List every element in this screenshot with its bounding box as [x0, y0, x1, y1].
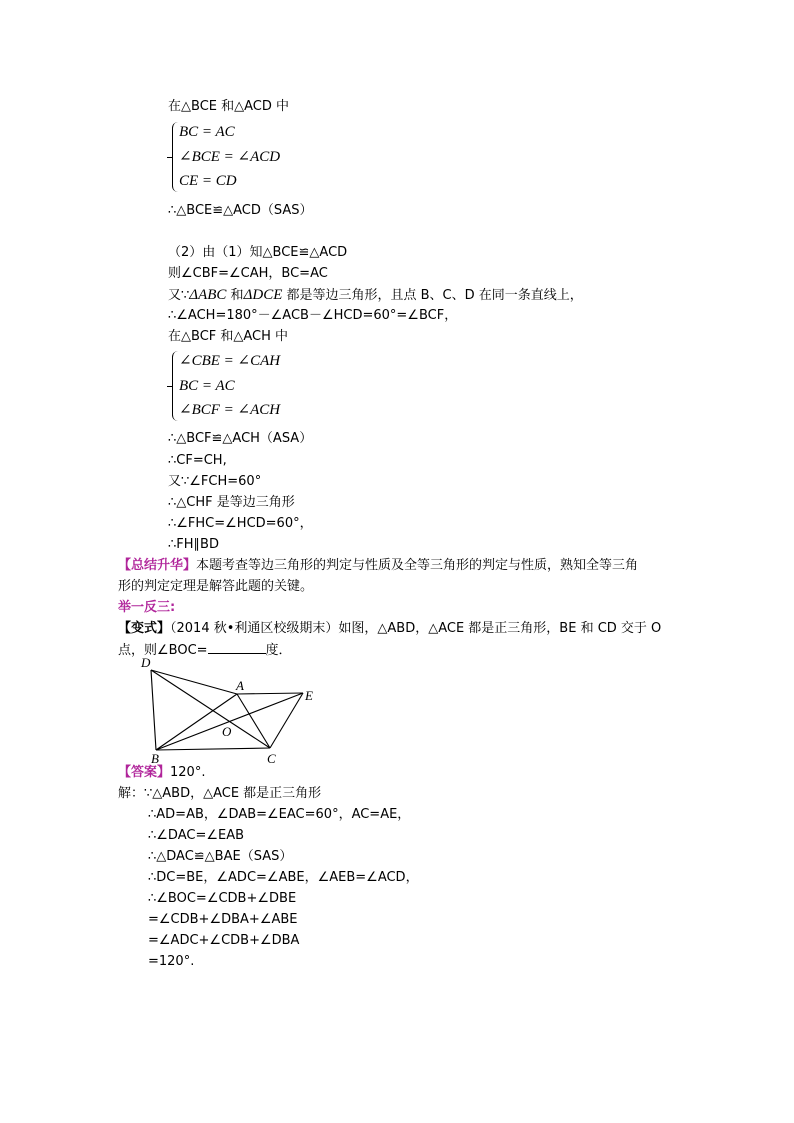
solution-line5: ∴∠BOC=∠CDB+∠DBE	[148, 891, 297, 906]
part1-eq1: BC = AC	[179, 124, 235, 140]
segment-ae	[237, 693, 303, 694]
triangle-dce: ΔDCE	[243, 287, 283, 303]
label-o: O	[222, 724, 232, 739]
answer-label: 【答案】	[118, 765, 171, 780]
practice-q2b: 度．	[265, 643, 292, 658]
practice-question-line1	[118, 620, 661, 638]
solution-line3: ∴△DAC≌△BAE（SAS）	[148, 849, 293, 864]
label-c: C	[267, 751, 276, 766]
practice-heading: 举一反三:	[118, 600, 176, 615]
part2-line1: （2）由（1）知△BCE≌△ACD	[168, 245, 348, 260]
answer-blank	[208, 641, 266, 654]
part2-eq1: ∠CBE = ∠CAH	[179, 353, 281, 369]
variant-label: 【变式】	[118, 621, 171, 636]
part2-line3-a: 又∵	[168, 288, 190, 303]
answer-line	[118, 764, 205, 782]
brace-1	[172, 122, 178, 192]
part2-eq2: BC = AC	[179, 378, 235, 394]
segment-dc	[151, 670, 270, 748]
segment-be	[156, 693, 303, 750]
segment-ec	[270, 693, 303, 748]
part2-c2: ∴CF=CH,	[168, 453, 227, 468]
label-b: B	[151, 751, 159, 766]
part2-line3-c: 都是等边三角形，且点 B、C、D 在同一条直线上，	[282, 288, 583, 303]
summary-line1	[118, 557, 638, 575]
segment-bc	[156, 748, 270, 750]
part2-c1: ∴△BCF≌△ACH（ASA）	[168, 431, 313, 446]
part1-eq2: ∠BCE = ∠ACD	[179, 149, 281, 165]
part2-line3	[168, 286, 583, 305]
solution-line7: =∠ADC+∠CDB+∠DBA	[148, 933, 300, 948]
segment-ab	[156, 694, 237, 750]
brace-2	[172, 351, 178, 421]
part1-eq3: CE = CD	[179, 173, 237, 189]
part2-c4: ∴△CHF 是等边三角形	[168, 495, 295, 510]
part2-eq3: ∠BCF = ∠ACH	[179, 402, 281, 418]
practice-q1: （2014 秋•利通区校级期末）如图，△ABD，△ACE 都是正三角形，BE 和 CD 交于 O	[170, 621, 662, 636]
solution-line2: ∴∠DAC=∠EAB	[148, 828, 245, 843]
label-a: A	[236, 678, 244, 693]
segment-db	[151, 670, 156, 750]
summary-text2: 形的判定定理是解答此题的关键。	[118, 579, 314, 594]
part2-c3: 又∵∠FCH=60°	[168, 474, 262, 489]
label-e: E	[305, 688, 313, 703]
practice-q2a: 点，则∠BOC=	[118, 643, 208, 658]
label-d: D	[141, 655, 151, 670]
part2-line3-b: 和	[226, 288, 244, 303]
part2-line4: ∴∠ACH=180°－∠ACB－∠HCD=60°=∠BCF，	[168, 308, 458, 323]
answer-value: 120°.	[170, 765, 206, 780]
segment-da	[151, 670, 237, 694]
segment-ac	[237, 694, 270, 748]
part2-c6: ∴FH∥BD	[168, 537, 219, 552]
solution-line8: =120°.	[148, 954, 195, 969]
part2-line2: 则∠CBF=∠CAH，BC=AC	[168, 266, 328, 281]
part2-c5: ∴∠FHC=∠HCD=60°，	[168, 516, 313, 531]
solution-line6: =∠CDB+∠DBA+∠ABE	[148, 912, 298, 927]
solution-line4: ∴DC=BE，∠ADC=∠ABE，∠AEB=∠ACD，	[148, 870, 419, 885]
triangle-abc: ΔABC	[189, 287, 227, 303]
solution-line0: 解：∵△ABD，△ACE 都是正三角形	[118, 786, 322, 801]
part1-conclusion: ∴△BCE≌△ACD（SAS）	[168, 203, 313, 218]
solution-line1: ∴AD=AB，∠DAB=∠EAC=60°，AC=AE，	[148, 807, 411, 822]
geometry-figure	[130, 654, 330, 766]
part1-intro: 在△BCE 和△ACD 中	[168, 99, 289, 114]
part2-line5: 在△BCF 和△ACH 中	[168, 329, 289, 344]
summary-label: 【总结升华】	[118, 558, 197, 573]
summary-text1: 本题考查等边三角形的判定与性质及全等三角形的判定与性质，熟知全等三角	[196, 558, 639, 573]
